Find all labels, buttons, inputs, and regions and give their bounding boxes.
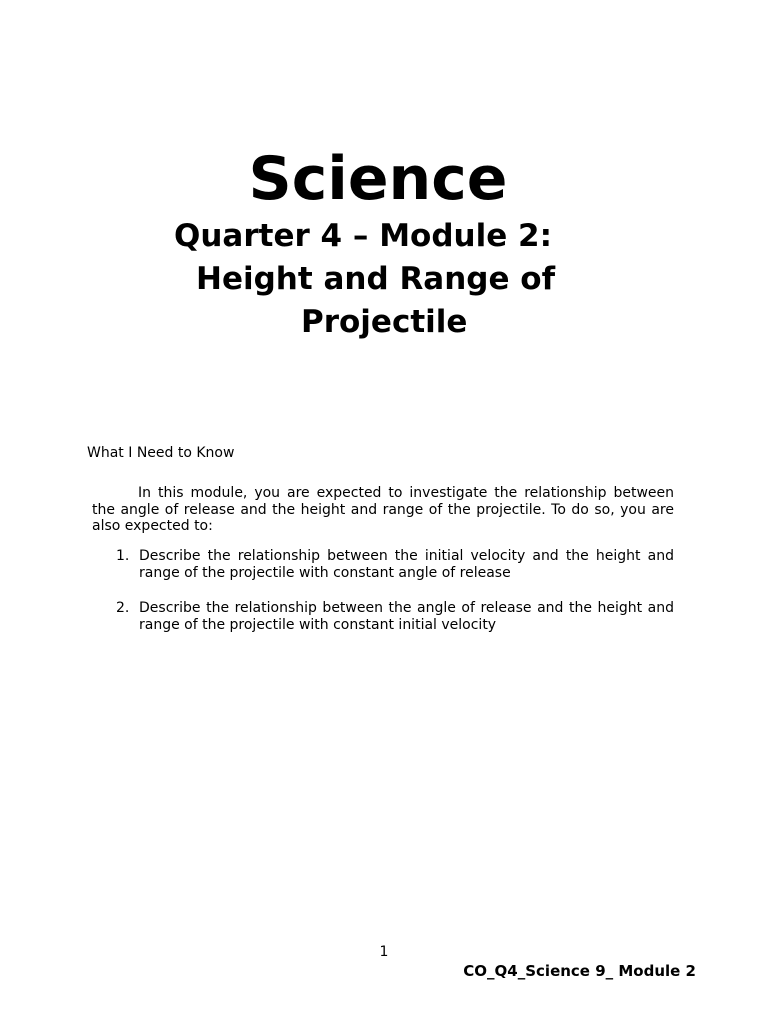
- list-item-text: Describe the relationship between the angle of release and the height and range of the projectile with constant initial velocity: [139, 600, 674, 633]
- list-item-number: 1.: [116, 548, 130, 564]
- subtitle-topic-line2: Projectile: [301, 304, 468, 340]
- list-item: [92, 548, 674, 582]
- document-title: Science: [248, 144, 508, 214]
- subtitle-topic-line1: Height and Range of: [196, 261, 556, 297]
- footer-module-code: CO_Q4_Science 9_ Module 2: [463, 962, 696, 980]
- page-number: 1: [379, 944, 389, 960]
- section-heading: What I Need to Know: [87, 445, 235, 461]
- list-item-number: 2.: [116, 600, 130, 616]
- list-item-text: Describe the relationship between the initial velocity and the height and range of the projectile with constant angle of release: [139, 548, 674, 581]
- subtitle-quarter-module: Quarter 4 – Module 2:: [174, 218, 553, 254]
- list-item: [92, 600, 674, 634]
- intro-paragraph: In this module, you are expected to investigate the relationship between the angle of release and the height and range of the projectile. To do so, you are also expected to:: [92, 485, 674, 534]
- objectives-list: [92, 548, 674, 652]
